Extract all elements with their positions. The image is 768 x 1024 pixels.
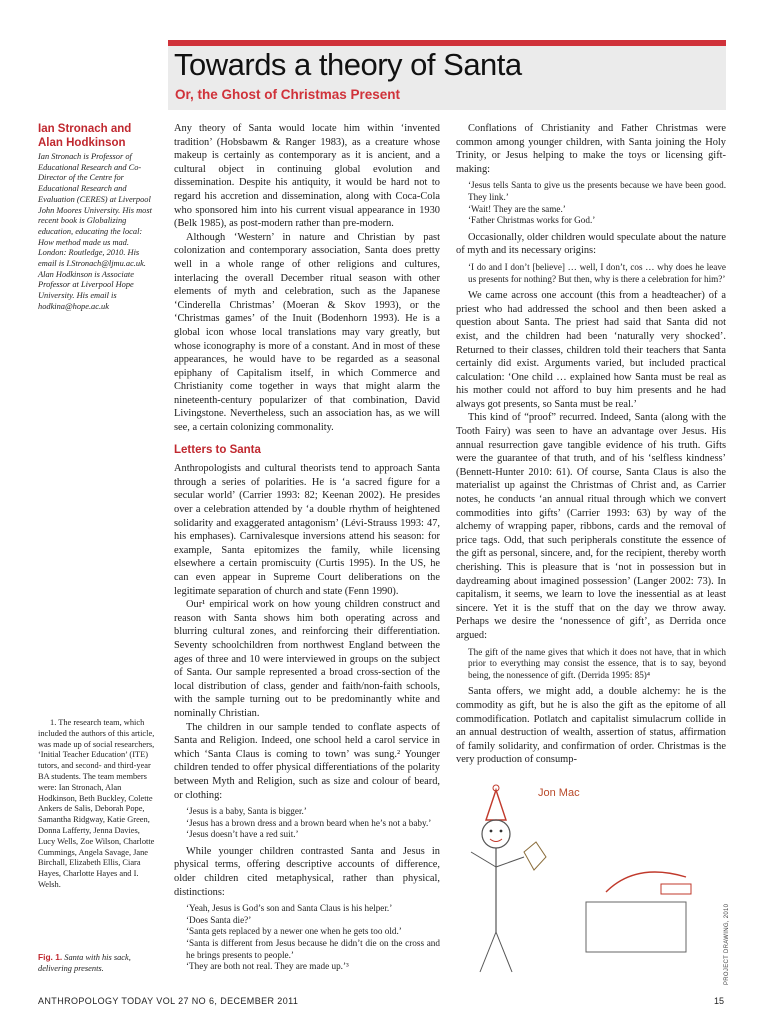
paragraph: The children in our sample tended to conflate aspects of Santa and Religion. Indeed, one school held a carol service in which ‘Santa Claus is coming to town’ was sung.² Younger children tended to offer physical differentiations of the polarity between Myth and Religion, such as size and colour of beard, or clothing: — [174, 721, 440, 801]
santa-eye — [490, 830, 493, 833]
quote-line: ‘Father Christmas works for God.’ — [468, 215, 596, 226]
paragraph: While younger children contrasted Santa and Jesus in physical terms, offering descriptive accounts of difference, older children cited metaphysical, rather than physical, distinctions: — [174, 845, 440, 898]
author-names: Ian Stronach and Alan Hodkinson — [38, 123, 132, 149]
quote-line: ‘Yeah, Jesus is God’s son and Santa Claus is his helper.’ — [186, 903, 393, 914]
block-quote — [186, 903, 440, 973]
quote-line: ‘I do and I don’t [believe] … well, I don’t, cos … why does he leave us presents for nothing? But then, why is there a celebration for him?’ — [468, 261, 726, 284]
page-title: Towards a theory of Santa — [174, 47, 522, 82]
footnote-text: 1. The research team, which included the authors of this article, was made up of social researchers, ‘Initial Teacher Education’ (ITE) tutors, and second- and third-year BA students. The team members were: Ian Stronach, Alan Hodkinson, Beth Buckley, Colette Ankers de Salis, Deborah Pope, Samantha Ridgway, Katie Green, Donna Lafferty, Jenna Davies, Lucy Wells, Zoe Wilson, Charlotte Cummings, Angela Savage, Jane Birchall, Elizabeth Ellis, Ciara Hayes, Charlotte Hayes and I. Welsh. — [38, 718, 155, 889]
santa-eye — [500, 830, 503, 833]
block-quote — [186, 806, 440, 841]
quote-line: ‘Jesus has a brown dress and a brown beard when he’s not a baby.’ — [186, 817, 432, 828]
figure-label: Fig. 1. — [38, 952, 63, 962]
figure-caption-text: Santa with his sack, delivering presents. — [38, 953, 131, 973]
present-sack — [524, 842, 546, 870]
paragraph: This kind of “proof” recurred. Indeed, Santa (along with the Tooth Fairy) was seen to have an advantage over Jesus. His annual resurrection gave tangible evidence of his truth. Gifts were the guarantee of that truth, and of his ‘selfless kindness’ (Bennett-Hunter 2010: 61). Of course, Santa Claus is also the materialist up against the Christmas of Christ and, as Carrier notes, he conducts ‘an annual ritual through which we convert commodities into gifts’ (Carrier 1993: 63) by way of the alchemy of wrapping paper, ribbons, cards and the removal of price tags. Odd, that such peripherals constitute the essence of the gift as personal, sincere, and, for the recipient, thereby worth cherishing. This is pleasure that is ‘not in possession but in daydreaming about imagined possession’ (Langer 2002: 73). In capitalism, it seems, we learn to love the inessential as at least sincere. Yet it is the stuff that on the day we throw away. Perhaps we desire the ‘nonessence of gift’, as Derrida once argued: — [456, 412, 726, 641]
child-drawing-santa — [456, 782, 718, 984]
figure-credit: PROJECT DRAWING, 2010 — [724, 903, 730, 985]
santa-mouth — [490, 839, 502, 842]
quote-line: ‘Jesus is a baby, Santa is bigger.’ — [186, 806, 307, 817]
block-quote — [468, 262, 726, 285]
journal-footer: ANTHROPOLOGY TODAY VOL 27 NO 6, DECEMBER 2011 — [38, 996, 299, 1006]
paragraph: Conflations of Christianity and Father Christmas were common among younger children, with Santa joining the Holy Trinity, or Jesus helping to make the toys or licensing gift-making: — [456, 123, 726, 175]
article-column-1 — [174, 122, 440, 977]
block-quote — [468, 647, 726, 682]
article-column-2 — [456, 122, 726, 767]
quote-line: ‘They are both not real. They are made up.’³ — [186, 961, 349, 972]
quote-line: The gift of the name gives that which it does not have, that in which prior to everything may consist the essence, that is to say, beyond being, the nonessence of gift. (Derrida 1995: 85)⁴ — [468, 646, 726, 680]
paragraph: Santa offers, we might add, a double alchemy: he is the commodity as gift, but he is also the gift as the epitome of all commodification. Potlatch and capitalist simulacrum collide in an annual destruction of wealth, assertion of status, affirmation of family solidarity, and confirmation of order. Christmas is the very production of consump- — [456, 686, 726, 766]
figure-caption — [38, 952, 156, 974]
santa-leg — [496, 932, 512, 972]
santa-arm — [496, 857, 524, 867]
paragraph: Any theory of Santa would locate him within ‘invented tradition’ (Hobsbawm & Ranger 1983), as a creature whose makeup is certainly as contemporary as it is ancient, and a cultural object in continuing global evolution and dissemination. Despite his antiquity, it would be hard not to regard his accretion and dissemination, along with Coca-Cola who sponsored him into his current visual appearance in 1930 (Belk 1985), as post-modern rather than pre-modern. — [174, 123, 440, 230]
chimney-santa — [606, 872, 686, 892]
paragraph: Anthropologists and cultural theorists tend to approach Santa through a series of polarities. He is ‘a sacred figure for a secular world’ (Carrier 1993: 82; Keenan 2002). He presides over a celebration attended by ‘a double rhythm of heightened solidarity and exaggerated antagonism’ (Lévi-Strauss 1993: 47, his emphases). Carnivalesque inversions attend his season: for example, Santa epitomizes the family, while licensing elsewhere a certain promiscuity (Curtis 1995). In the US, he can even appear in Supreme Court deliberations on the legitimate separation of church and state (Fenn 1990). — [174, 463, 440, 597]
quote-line: ‘Santa is different from Jesus because he didn’t die on the cross and he brings presents to people.’ — [186, 938, 440, 960]
quote-line: ‘Jesus doesn’t have a red suit.’ — [186, 829, 299, 840]
author-bio: Ian Stronach is Professor of Educational Research and Co-Director of the Centre for Educational Research and Evaluation (CERES) at Liverpool John Moores University. His most recent book is Globalizing education, educating the local: How method made us mad. London: Routledge, 2010. His email is I.Stronach@ljmu.ac.uk. Alan Hodkinson is Associate Professor at Liverpool Hope University. His email is hodkina@hope.ac.uk — [38, 152, 152, 311]
quote-line: ‘Santa gets replaced by a newer one when he gets too old.’ — [186, 926, 402, 937]
present-box — [661, 884, 691, 894]
santa-arm — [471, 852, 496, 867]
quote-line: ‘Wait! They are the same.’ — [468, 203, 566, 214]
drawing-signature: Jon Mac — [538, 787, 580, 799]
quote-line: ‘Jesus tells Santa to give us the presents because we have been good. They link.’ — [468, 180, 726, 202]
paragraph: Occasionally, older children would speculate about the nature of myth and its necessary origins: — [456, 231, 726, 257]
santa-hat — [486, 790, 506, 820]
footnote — [38, 718, 156, 891]
paragraph: We came across one account (this from a headteacher) of a priest who had addressed the school and then been asked a question about Santa. The priest had said that Santa did not exist, and the children had been ‘naturally very shocked’. Returned to their classes, children told their teachers that Santa certainly did exist. Arguments varied, but included practical calculation: ‘One child … explained how Santa must be real as his mother could not afford to buy him presents and he had always got presents, so Santa must be real.’ — [456, 290, 726, 410]
paragraph: Our¹ empirical work on how young children construct and reason with Santa shows him both operating across and blurring cultural zones, and reinforcing their differentiation. Seventy schoolchildren from northwest England between the ages of three and 10 were interviewed in groups on the subject of Santa. Our sample represented a broad cross-section of the local distribution of class, gender and faith/non-faith schools, with the sample turning out to be predominantly white and nominally Christian. — [174, 599, 440, 719]
paragraph: Although ‘Western’ in nature and Christian by past colonization and contemporary association, Santa does pretty well in a whole range of other religions and cultures, interlacing the overall December ritual season with other elements of myth and celebration, such as the Japanese ‘Cinderella Christmas’ (Moeran & Skov 1993), or the ‘Christmas games’ of the Inuit (Bodenhorn 1993). He is a global icon whose local translations may vary greatly, but whose iconography is more of a constant. And in most of these appearances, he would have to be regarded as a seasonal epiphany of Capitalism itself, in which Commerce and Christianity come together in ways that might alarm the nineteenth-century popularizer of that combination, David Livingstone. Nevertheless, such an association has, as we will see, a certain colonizing commonality. — [174, 231, 440, 434]
block-quote — [468, 180, 726, 226]
section-heading: Letters to Santa — [174, 443, 261, 456]
page-subtitle: Or, the Ghost of Christmas Present — [175, 87, 401, 102]
drawn-house — [586, 902, 686, 952]
santa-leg — [480, 932, 496, 972]
santa-head — [482, 820, 510, 848]
page-number: 15 — [714, 996, 725, 1006]
quote-line: ‘Does Santa die?’ — [186, 914, 252, 925]
